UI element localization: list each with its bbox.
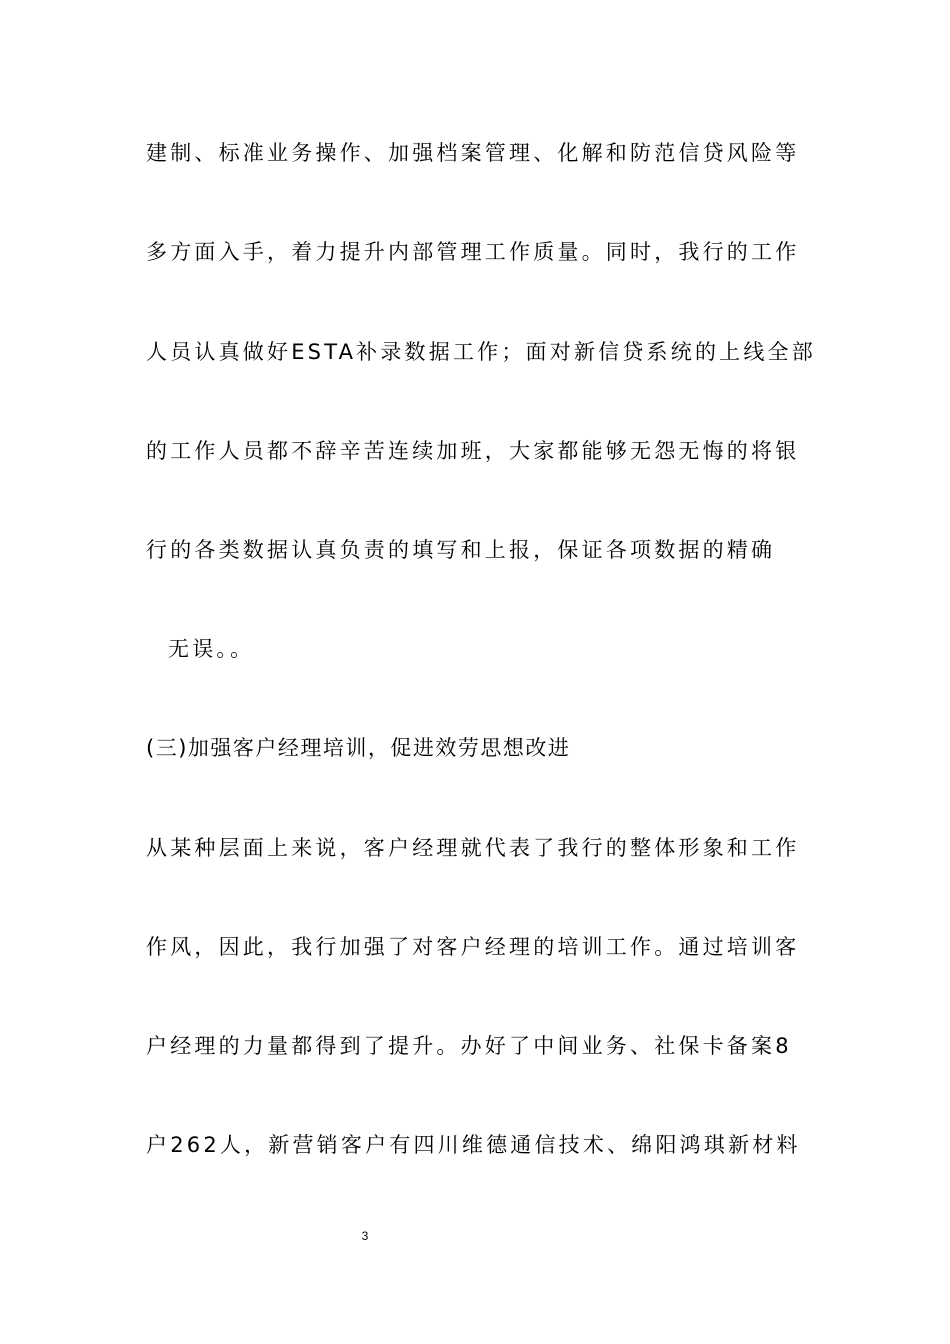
paragraph-line: 的工作人员都不辞辛苦连续加班，大家都能够无怨无悔的将银: [146, 439, 800, 463]
section-heading: (三)加强客户经理培训，促进效劳思想改进: [146, 736, 571, 760]
paragraph-line: 无误。。: [168, 637, 255, 661]
paragraph-line: 从某种层面上来说，客户经理就代表了我行的整体形象和工作: [146, 836, 800, 860]
paragraph-line: 多方面入手，着力提升内部管理工作质量。同时，我行的工作: [146, 240, 800, 264]
paragraph-line: 户经理的力量都得到了提升。办好了中间业务、社保卡备案8: [146, 1034, 792, 1058]
paragraph-line: 户262人，新营销客户有四川维德通信技术、绵阳鸿琪新材料: [146, 1133, 801, 1157]
page-number: 3: [361, 1229, 369, 1243]
paragraph-line: 建制、标准业务操作、加强档案管理、化解和防范信贷风险等: [146, 141, 800, 165]
paragraph-line: 行的各类数据认真负责的填写和上报，保证各项数据的精确: [146, 538, 776, 562]
paragraph-line: 人员认真做好ESTA补录数据工作；面对新信贷系统的上线全部: [146, 340, 816, 364]
paragraph-line: 作风，因此，我行加强了对客户经理的培训工作。通过培训客: [146, 935, 800, 959]
